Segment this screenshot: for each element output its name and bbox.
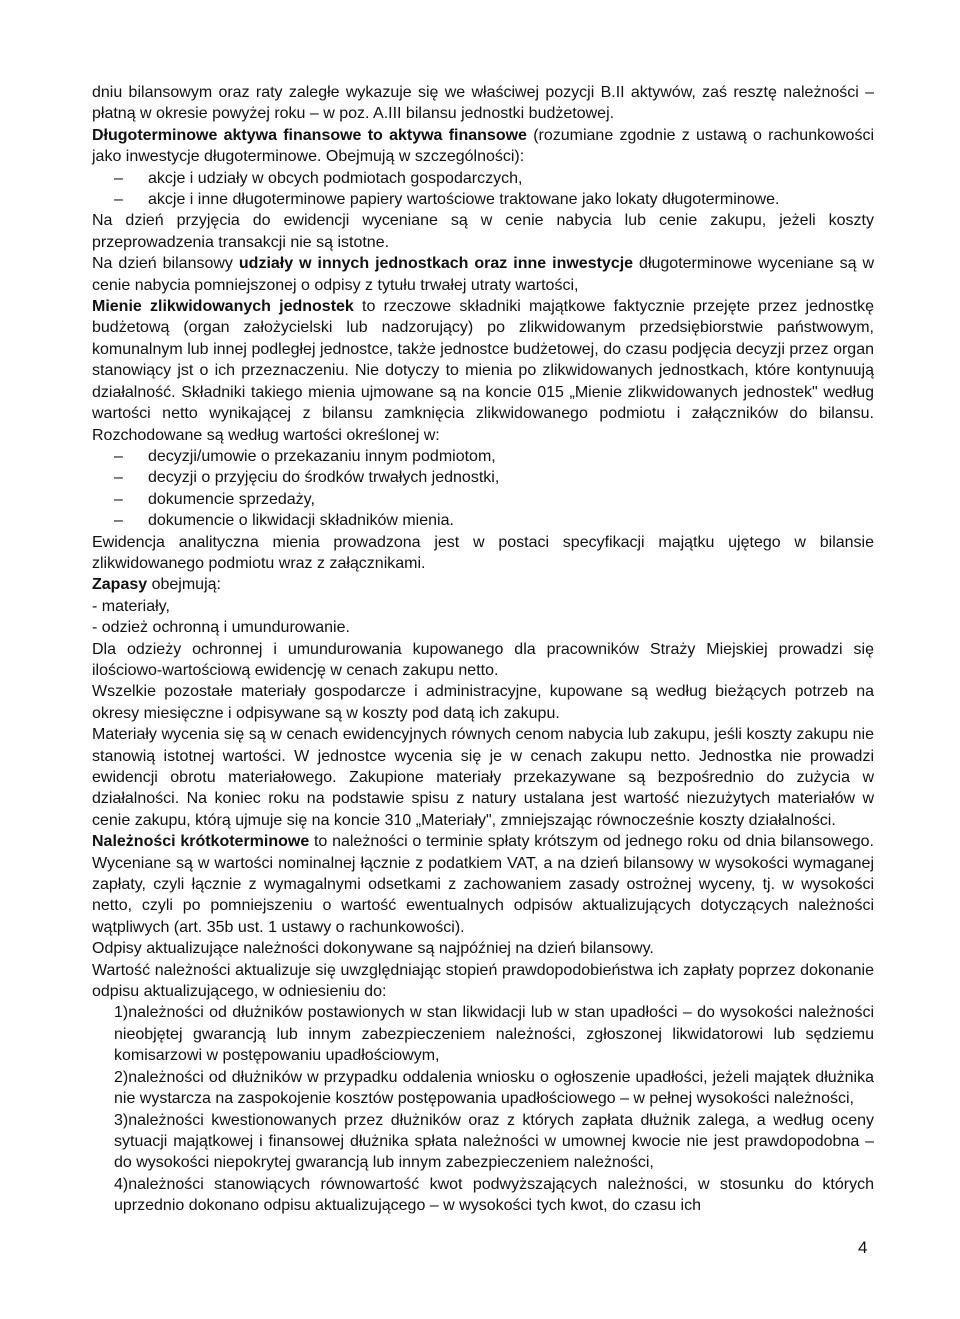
numbered-item: 1)należności od dłużników postawionych w stan likwidacji lub w stan upadłości – do wysokości należności nieobjętej gwarancją lub innym zabezpieczeniem należności, zgłoszonej likwidatorowi lub sędziemu komisarzowi w postępowaniu upadłościowym,	[114, 1004, 874, 1065]
paragraph-financial-assets: Długoterminowe aktywa finansowe to aktywa finansowe (rozumiane zgodnie z ustawą o rachunkowości jako inwestycje długoterminowe. Obejmują w szczególności):	[92, 126, 874, 166]
term-shares-other-investments: udziały w innych jednostkach oraz inne inwestycje	[238, 255, 634, 273]
paragraph-liquidated-property: Mienie zlikwidowanych jednostek to rzeczowe składniki majątkowe faktycznie przejęte przez jednostkę budżetową (organ założycielski lub nadzorujący) po zlikwidowanym przedsiębiorstwie państwowym, komunalnym lub innej podległej jednostce, także jednostce budżetowej, do czasu podjęcia decyzji przez organ stanowiący jst o ich przeznaczeniu. Nie dotyczy to mienia po zlikwidowanych jednostkach, które kontynuują działalność. Składniki takiego mienia ujmowane są na koncie 015 „Mienie zlikwidowanych jednostek" według wartości netto wynikającej z bilansu zamknięcia zlikwidowanego podmiotu i załączników do bilansu. Rozchodowane są według wartości określonej w:	[92, 298, 875, 444]
paragraph-receivables-update: Wartość należności aktualizuje się uwzględniając stopień prawdopodobieństwa ich zapłaty poprzez dokonanie odpisu aktualizującego, w odniesieniu do:	[92, 961, 874, 1001]
paragraph-protective-clothing: Dla odzieży ochronnej i umundurowania kupowanego dla pracowników Straży Miejskiej prowadzi się ilościowo-wartościową ewidencję w cenach zakupu netto.	[92, 640, 874, 679]
paragraph-other-materials: Wszelkie pozostałe materiały gospodarcze i administracyjne, kupowane są według bieżących potrzeb na okresy miesięczne i odpisywane są w koszty pod datą ich zakupu.	[92, 683, 874, 722]
list-item: - odzież ochronną i umundurowanie.	[92, 619, 350, 637]
paragraph-short-term-receivables: Należności krótkoterminowe to należności o terminie spłaty krótszym od jednego roku od dnia bilansowego. Wyceniane są w wartości nominalnej łącznie z podatkiem VAT, a na dzień bilansowy w wysokości wymaganej zapłaty, czyli łącznie z wymagalnymi odsetkami z zachowaniem zasady ostrożnej wyceny, tj. w wysokości netto, czyli po pomniejszeniu o wartość ewentualnych odpisów aktualizujących dotyczących należności wątpliwych (art. 35b ust. 1 ustawy o rachunkowości).	[92, 833, 875, 936]
list-item: – decyzji o przyjęciu do środków trwałych jednostki,	[114, 469, 500, 487]
numbered-item: 3)należności kwestionowanych przez dłużników oraz z których zapłata dłużnik zalega, a według oceny sytuacji majątkowej i finansowej dłużnika spłata należności w umownej kwocie nie jest prawdopodobna – do wysokości niepokrytej gwarancją lub innym zabezpieczeniem należności,	[114, 1111, 874, 1172]
document-body	[92, 82, 874, 1217]
list-item: – dokumencie o likwidacji składników mienia.	[114, 512, 454, 530]
term-liquidated-property: Mienie zlikwidowanych jednostek	[92, 298, 354, 316]
list-item: – akcje i inne długoterminowe papiery wartościowe traktowane jako lokaty długoterminowe.	[114, 191, 780, 209]
term-short-term-receivables: Należności krótkoterminowe	[92, 833, 310, 851]
paragraph-valuation: Na dzień przyjęcia do ewidencji wyceniane są w cenie nabycia lub cenie zakupu, jeżeli koszty przeprowadzenia transakcji nie są istotne.	[92, 212, 874, 251]
paragraph-inventory: Zapasy obejmują:	[92, 576, 221, 594]
term-inventory: Zapasy	[92, 576, 148, 594]
paragraph-continuation: dniu bilansowym oraz raty zaległe wykazuje się we właściwej pozycji B.II aktywów, zaś resztę należności – płatną w okresie powyżej roku – w poz. A.III bilansu jednostki budżetowej.	[92, 84, 874, 123]
paragraph-analytical-records: Ewidencja analityczna mienia prowadzona jest w postaci specyfikacji majątku ujętego w bilansie zlikwidowanego podmiotu wraz z załącznikami.	[92, 533, 874, 572]
list-item: – akcje i udziały w obcych podmiotach gospodarczych,	[114, 169, 523, 187]
list-item: – decyzji/umowie o przekazaniu innym podmiotom,	[114, 447, 496, 465]
paragraph-materials-valuation: Materiały wycenia się są w cenach ewidencyjnych równych cenom nabycia lub zakupu, jeśli koszty zakupu nie stanowią istotnej wartości. W jednostce wycenia się je w cenach zakupu netto. Jednostka nie prowadzi ewidencji obrotu materiałowego. Zakupione materiały przekazywane są bezpośrednio do zużycia w działalności. Na koniec roku na podstawie spisu z natury ustalana jest wartość niezużytych materiałów w cenie zakupu, którą ujmuje się na koncie 310 „Materiały", zmniejszając równocześnie koszty działalności.	[92, 726, 874, 829]
list-item: – dokumencie sprzedaży,	[114, 490, 315, 508]
numbered-item: 2)należności od dłużników w przypadku oddalenia wniosku o ogłoszenie upadłości, jeżeli majątek dłużnika nie wystarcza na zaspokojenie kosztów postępowania upadłościowego – w pełnej wysokości należności,	[114, 1068, 874, 1108]
page-number: 4	[858, 1238, 868, 1257]
term-long-term-financial-assets: Długoterminowe aktywa finansowe to aktywa finansowe	[92, 126, 527, 144]
paragraph-write-downs: Odpisy aktualizujące należności dokonywane są najpóźniej na dzień bilansowy.	[92, 940, 654, 958]
numbered-item: 4)należności stanowiących równowartość kwot podwyższających należności, w stosunku do których uprzednio dokonano odpisu aktualizującego – w wysokości tych kwot, do czasu ich	[114, 1175, 874, 1215]
paragraph-shares: Na dzień bilansowy udziały w innych jednostkach oraz inne inwestycje długoterminowe wyceniane są w cenie nabycia pomniejszonej o odpisy z tytułu trwałej utraty wartości,	[92, 255, 874, 294]
list-item: - materiały,	[92, 597, 170, 615]
